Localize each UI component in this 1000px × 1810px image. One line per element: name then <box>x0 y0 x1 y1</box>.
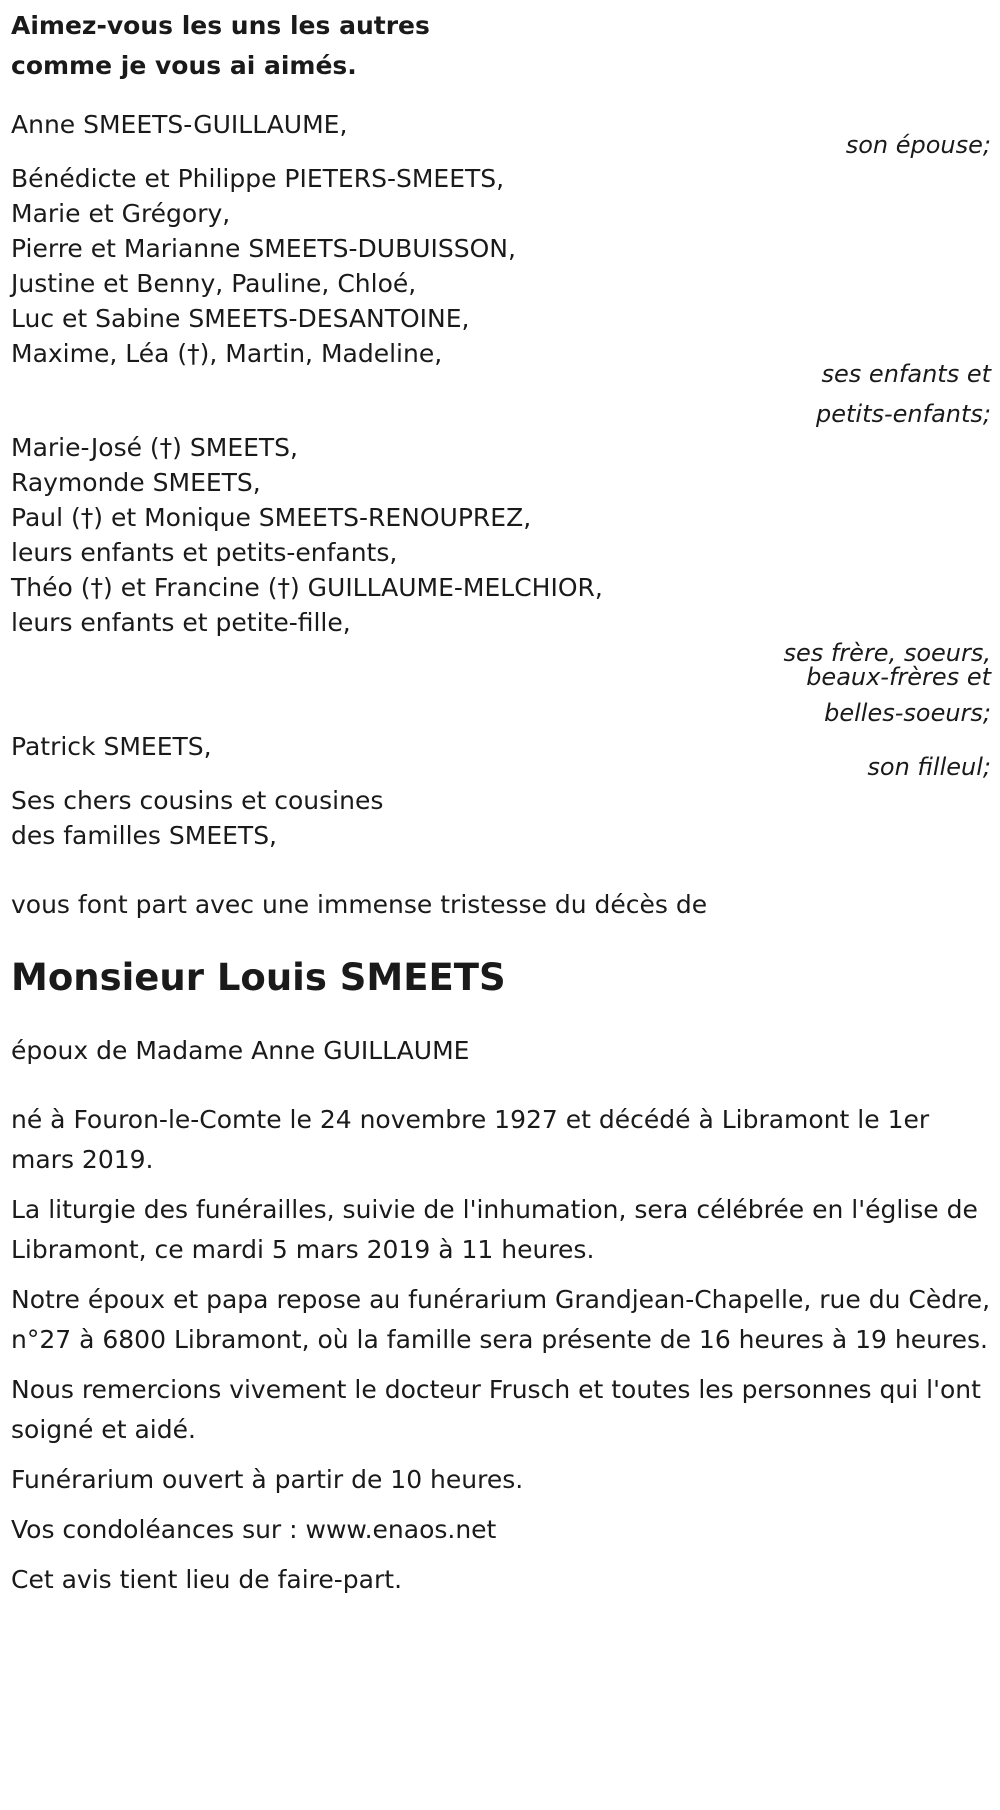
family-line: Maxime, Léa (†), Martin, Madeline, <box>11 339 443 368</box>
opening-paragraph: Funérarium ouvert à partir de 10 heures. <box>11 1465 524 1494</box>
family-line: Ses chers cousins et cousines <box>11 786 384 815</box>
repose-paragraph: Notre époux et papa repose au funérarium Grandjean-Chapelle, rue du Cèdre, n°27 à 6800 Libramont, où la famille sera présente de 16 heures à 19 heures. <box>11 1285 991 1354</box>
epigraph <box>11 0 991 86</box>
condolences-paragraph: Vos condoléances sur : www.enaos.net <box>11 1515 497 1544</box>
family-line: Patrick SMEETS, <box>11 732 212 761</box>
role-line: petits-enfants; <box>816 400 991 428</box>
family-line: Paul (†) et Monique SMEETS-RENOUPREZ, <box>11 503 532 532</box>
family-group-siblings <box>11 428 991 733</box>
family-line: Anne SMEETS-GUILLAUME, <box>11 110 348 139</box>
family-role <box>11 641 991 733</box>
deceased-name: Monsieur Louis SMEETS <box>11 956 506 999</box>
family-line: des familles SMEETS, <box>11 821 278 850</box>
birth-death-paragraph: né à Fouron-le-Comte le 24 novembre 1927 et décédé à Libramont le 1er mars 2019. <box>11 1105 930 1174</box>
role-line: ses frère, soeurs, <box>783 639 991 667</box>
family-line: Marie-José (†) SMEETS, <box>11 433 298 462</box>
funeral-paragraph: La liturgie des funérailles, suivie de l'inhumation, sera célébrée en l'église de Libramont, ce mardi 5 mars 2019 à 11 heures. <box>11 1195 978 1264</box>
family-line: Justine et Benny, Pauline, Chloé, <box>11 269 417 298</box>
family-line: Théo (†) et Francine (†) GUILLAUME-MELCHIOR, <box>11 573 603 602</box>
family-line: Marie et Grégory, <box>11 199 231 228</box>
role-line: belles-soeurs; <box>824 699 991 727</box>
role-line: son filleul; <box>867 753 991 781</box>
epigraph-line: comme je vous ai aimés. <box>11 51 357 80</box>
family-line: Bénédicte et Philippe PIETERS-SMEETS, <box>11 164 505 193</box>
family-group-children <box>11 159 991 434</box>
family-line: Pierre et Marianne SMEETS-DUBUISSON, <box>11 234 516 263</box>
family-line: Raymonde SMEETS, <box>11 468 261 497</box>
deceased-spouse-line: époux de Madame Anne GUILLAUME <box>11 1036 470 1065</box>
role-line: ses enfants et <box>821 360 991 388</box>
family-group-godson <box>11 727 991 787</box>
thanks-paragraph: Nous remercions vivement le docteur Frusch et toutes les personnes qui l'ont soigné et aidé. <box>11 1375 981 1444</box>
notice-paragraph: Cet avis tient lieu de faire-part. <box>11 1565 403 1594</box>
family-line: Luc et Sabine SMEETS-DESANTOINE, <box>11 304 470 333</box>
announcement: vous font part avec une immense tristesse du décès de <box>11 890 708 919</box>
epigraph-line: Aimez-vous les uns les autres <box>11 11 430 40</box>
role-line: beaux-frères et <box>806 663 991 691</box>
obituary-notice <box>11 0 991 1610</box>
family-group-spouse <box>11 105 991 165</box>
family-line: leurs enfants et petits-enfants, <box>11 538 398 567</box>
family-line: leurs enfants et petite-fille, <box>11 608 351 637</box>
family-group-cousins <box>11 781 991 856</box>
role-line: son épouse; <box>845 131 991 159</box>
